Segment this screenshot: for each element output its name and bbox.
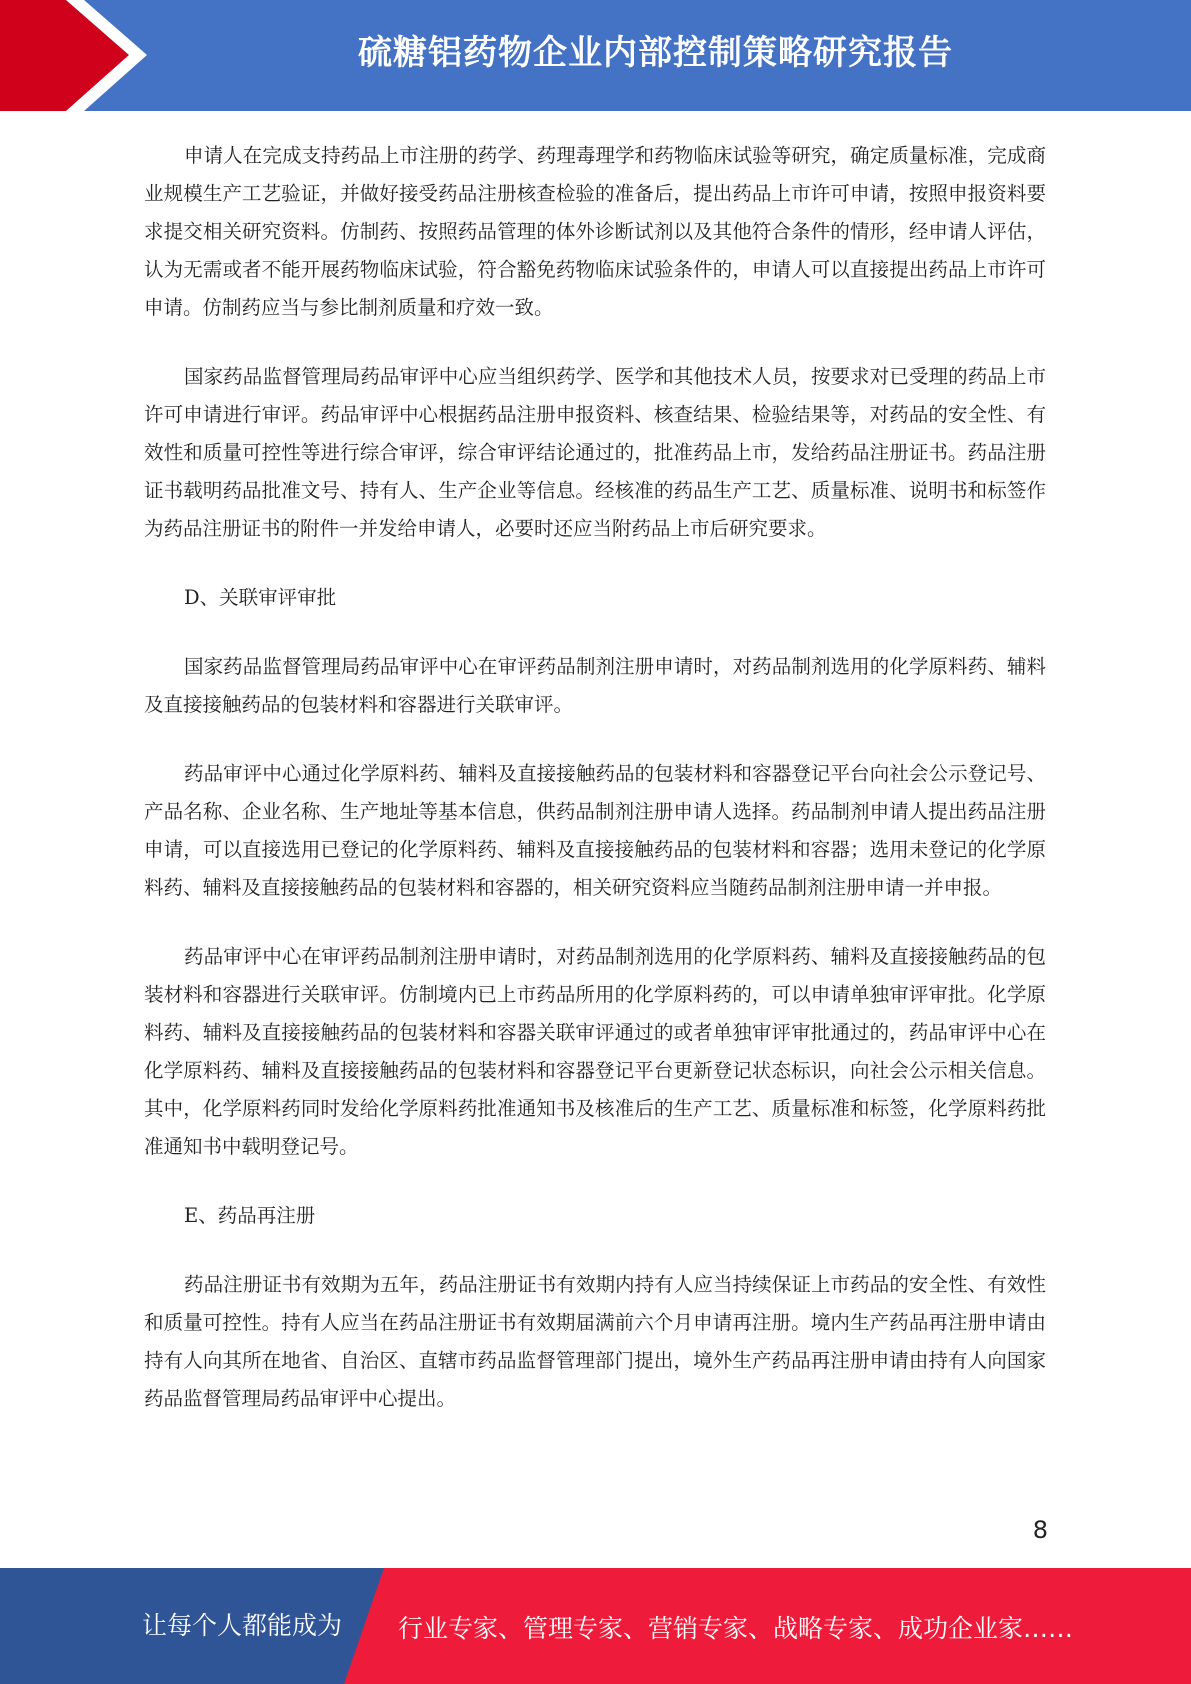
- section-heading-associated-review: D、关联审评审批: [184, 586, 337, 609]
- paragraph-re-registration: 药品注册证书有效期为五年，药品注册证书有效期内持有人应当持续保证上市药品的安全性、有效性和质量可控性。持有人应当在药品注册证书有效期届满前六个月申请再注册。境内生产药品再注册申请由持有人向其所在地省、自治区、直辖市药品监督管理部门提出，境外生产药品再注册申请由持有人向国家药品监督管理局药品审评中心提出。: [144, 1273, 1046, 1410]
- paragraph-registration-platform: 药品审评中心通过化学原料药、辅料及直接接触药品的包装材料和容器登记平台向社会公示登记号、产品名称、企业名称、生产地址等基本信息，供药品制剂注册申请人选择。药品制剂申请人提出药品注册申请，可以直接选用已登记的化学原料药、辅料及直接接触药品的包装材料和容器；选用未登记的化学原料药、辅料及直接接触药品的包装材料和容器的，相关研究资料应当随药品制剂注册申请一并申报。: [144, 762, 1046, 899]
- paragraph-associated-review: 国家药品监督管理局药品审评中心在审评药品制剂注册申请时，对药品制剂选用的化学原料药、辅料及直接接触药品的包装材料和容器进行关联审评。: [144, 655, 1046, 716]
- paragraph-listing-application: 申请人在完成支持药品上市注册的药学、药理毒理学和药物临床试验等研究，确定质量标准，完成商业规模生产工艺验证，并做好接受药品注册核查检验的准备后，提出药品上市许可申请，按照申报资料要求提交相关研究资料。仿制药、按照药品管理的体外诊断试剂以及其他符合条件的情形，经申请人评估，认为无需或者不能开展药物临床试验，符合豁免药物临床试验条件的，申请人可以直接提出药品上市许可申请。仿制药应当与参比制剂质量和疗效一致。: [144, 144, 1046, 319]
- footer-slogan-right: 行业专家、管理专家、营销专家、战略专家、成功企业家……: [398, 1614, 1074, 1643]
- body-content: [144, 137, 1046, 1449]
- report-title: 硫糖铝药物企业内部控制策略研究报告: [358, 33, 953, 73]
- header-banner: [0, 0, 1191, 111]
- footer-slogan-left: 让每个人都能成为: [142, 1611, 343, 1640]
- footer-banner: [0, 1568, 1191, 1684]
- paragraph-review-status: 药品审评中心在审评药品制剂注册申请时，对药品制剂选用的化学原料药、辅料及直接接触药品的包装材料和容器进行关联审评。仿制境内已上市药品所用的化学原料药的，可以申请单独审评审批。化学原料药、辅料及直接接触药品的包装材料和容器关联审评通过的或者单独审评审批通过的，药品审评中心在化学原料药、辅料及直接接触药品的包装材料和容器登记平台更新登记状态标识，向社会公示相关信息。其中，化学原料药同时发给化学原料药批准通知书及核准后的生产工艺、质量标准和标签，化学原料药批准通知书中载明登记号。: [144, 945, 1046, 1158]
- section-heading-re-registration: E、药品再注册: [184, 1204, 316, 1227]
- page-number: 8: [1032, 1516, 1048, 1544]
- paragraph-review-approval: 国家药品监督管理局药品审评中心应当组织药学、医学和其他技术人员，按要求对已受理的药品上市许可申请进行审评。药品审评中心根据药品注册申报资料、核查结果、检验结果等，对药品的安全性、有效性和质量可控性等进行综合审评，综合审评结论通过的，批准药品上市，发给药品注册证书。药品注册证书载明药品批准文号、持有人、生产企业等信息。经核准的药品生产工艺、质量标准、说明书和标签作为药品注册证书的附件一并发给申请人，必要时还应当附药品上市后研究要求。: [144, 365, 1046, 540]
